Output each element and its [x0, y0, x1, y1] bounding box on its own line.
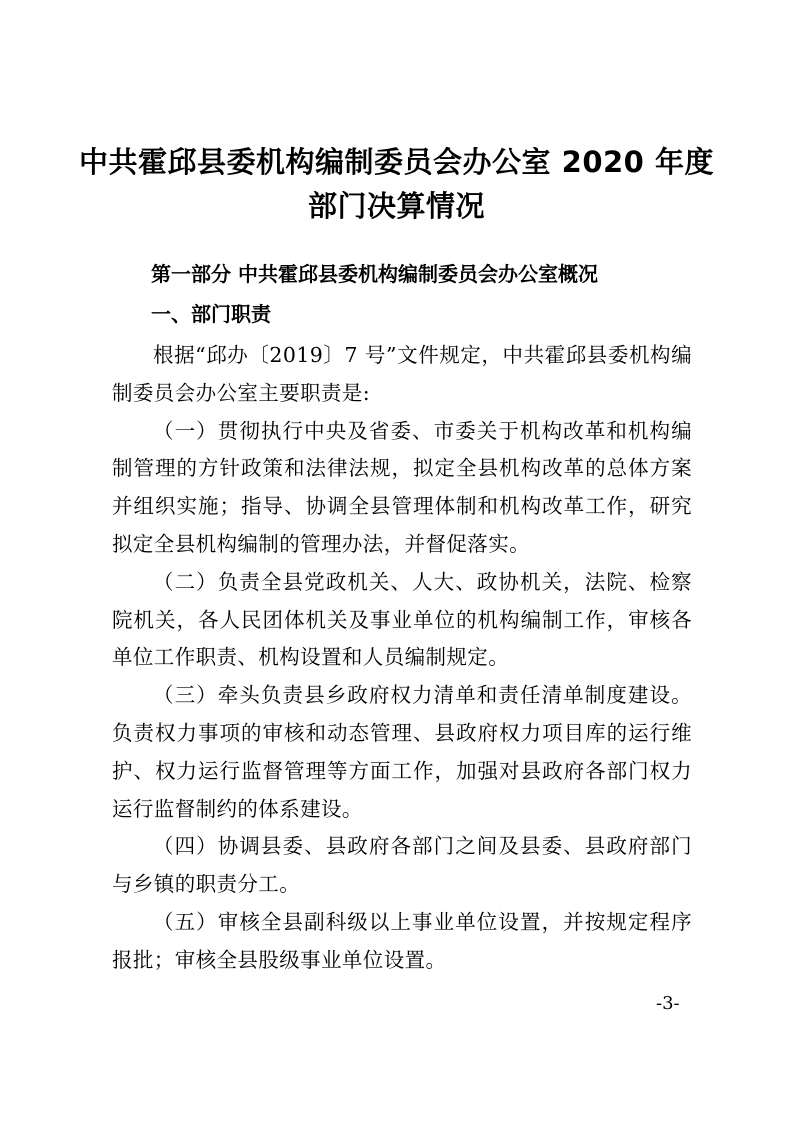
document-title-line-1: 中共霍邱县委机构编制委员会办公室 2020 年度 [79, 145, 714, 179]
document-title-line-2: 部门决算情况 [307, 189, 485, 223]
paragraph-item-1: （一）贯彻执行中央及省委、市委关于机构改革和机构编制管理的方针政策和法律法规，拟定全县机构改革的总体方案并组织实施；指导、协调全县管理体制和机构改革工作，研究拟定全县机构编制的管理办法，并督促落实。 [112, 418, 692, 556]
paragraph-item-5: （五）审核全县副科级以上事业单位设置，并按规定程序报批；审核全县股级事业单位设置。 [112, 909, 692, 972]
paragraph-intro: 根据“邱办〔2019〕7 号”文件规定，中共霍邱县委机构编制委员会办公室主要职责是: [112, 343, 692, 405]
body-text [112, 337, 692, 980]
paragraph-item-2: （二）负责全县党政机关、人大、政协机关，法院、检察院机关，各人民团体机关及事业单位的机构编制工作，审核各单位工作职责、机构设置和人员编制规定。 [112, 569, 692, 670]
paragraph-item-4: （四）协调县委、县政府各部门之间及县委、县政府部门与乡镇的职责分工。 [112, 834, 692, 897]
part-heading: 第一部分 中共霍邱县委机构编制委员会办公室概况 [151, 262, 598, 286]
paragraph-item-3: （三）牵头负责县乡政府权力清单和责任清单制度建设。负责权力事项的审核和动态管理、县政府权力项目库的运行维护、权力运行监督管理等方面工作，加强对县政府各部门权力运行监督制约的体系建设。 [112, 683, 692, 821]
page-number: -3- [656, 993, 680, 1014]
section-heading: 一、部门职责 [151, 302, 271, 326]
